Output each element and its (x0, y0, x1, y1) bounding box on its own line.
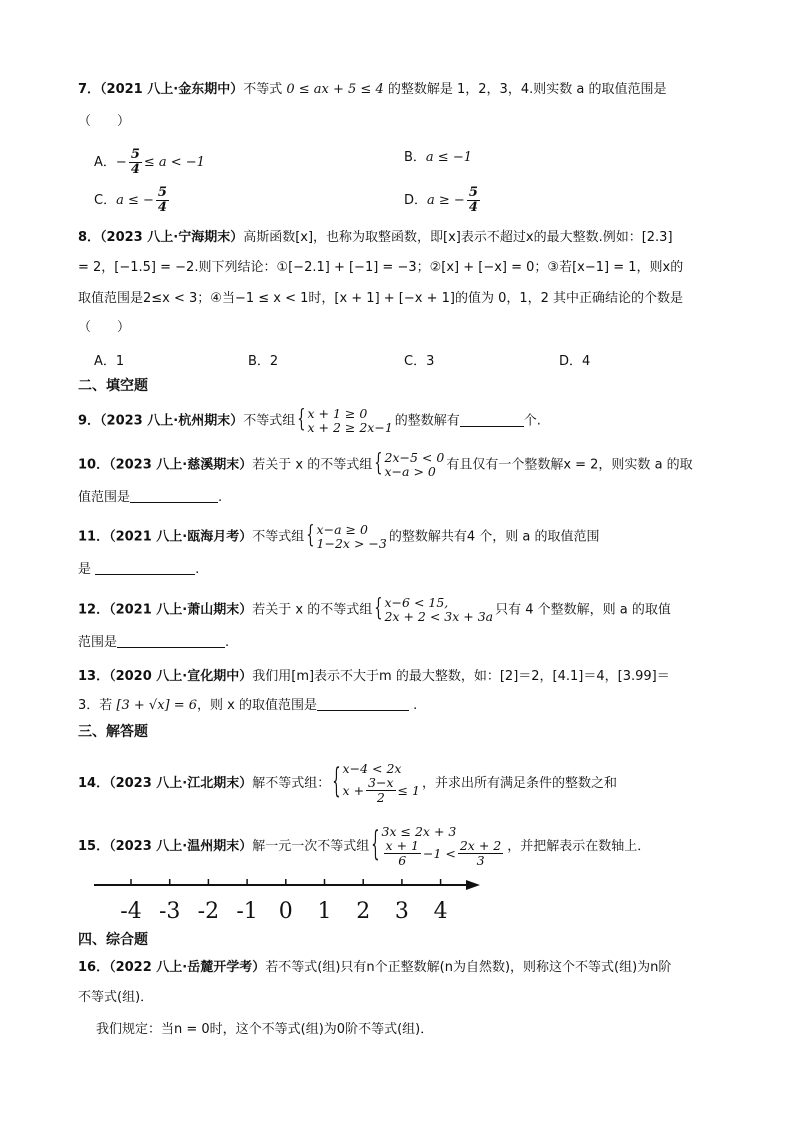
q10-line-2 (78, 488, 222, 508)
q7-option-a-label: A． (94, 155, 116, 170)
q12-answer-blank[interactable] (117, 633, 225, 648)
q11-line-1 (78, 523, 599, 551)
q13-line-1 (78, 667, 670, 687)
q7-option-a-numerator: 5 (130, 147, 140, 162)
q15-numerator-1: x + 1 (385, 838, 419, 853)
q12-text-b: 只有 4 个整数解，则 a 的取值 (495, 602, 671, 618)
q7-text-b: 的整数解是 1，2，3，4.则实数 a 的取值范围是 (387, 82, 667, 97)
q13-text-2b: ，则 x 的取值范围是 (197, 698, 318, 713)
q12-brace-icon: { (374, 594, 383, 624)
q8-line-1 (78, 228, 673, 248)
q9-text-b: 的整数解有 (394, 413, 460, 429)
q14-numerator: 3−x (368, 775, 394, 790)
q11-text-2: 是 (78, 562, 92, 577)
q7-option-d-fraction (467, 186, 480, 215)
q12-text-a: 若关于 x 的不等式组 (252, 602, 373, 618)
q13-number: 13． (78, 669, 110, 684)
number-line-label: -1 (236, 899, 258, 924)
q12-system (374, 596, 493, 624)
q9-brace-icon: { (297, 405, 306, 435)
q13-source: （2020 八上·宣化期中） (109, 669, 253, 684)
q11-line-2 (78, 560, 199, 580)
q12-text-2: 范围是 (78, 635, 118, 650)
q14-row-2-post: ≤ 1 (397, 782, 420, 798)
q11-answer-blank[interactable] (95, 560, 195, 575)
q14-row-1: x−4 < 2x (342, 761, 402, 776)
q13-end: . (413, 698, 418, 713)
q7-stem (78, 80, 666, 100)
q7-number: 7． (78, 82, 101, 97)
q7-option-a-denominator: 4 (130, 162, 140, 177)
q15-denominator-2: 3 (476, 853, 485, 868)
q7-option-c (94, 186, 171, 215)
q13-text-1: 我们用[m]表示不大于m 的最大整数，如：[2]＝2，[4.1]＝4，[3.99]＝ (252, 669, 670, 684)
q7-option-c-numerator: 5 (157, 185, 167, 200)
q7-option-d-denominator: 4 (468, 200, 478, 215)
q15-numerator-2: 2x + 2 (459, 838, 502, 853)
q10-row-2: x−a > 0 (384, 464, 436, 479)
q11-row-1: x−a ≥ 0 (316, 522, 368, 537)
q15-text-b: ，并把解表示在数轴上． (507, 839, 651, 854)
section-heading-solve: 三、解答题 (78, 724, 148, 740)
q8-number: 8． (78, 230, 101, 245)
q12-number: 12． (78, 602, 110, 618)
q9-text-a: 不等式组 (243, 413, 296, 429)
q15-row-2 (382, 839, 506, 868)
q14-text-b: ，并求出所有满足条件的整数之和 (421, 776, 617, 791)
q7-option-c-fraction (156, 186, 169, 215)
q9-system (297, 407, 393, 435)
q15-fraction-1 (384, 839, 421, 868)
q8-option-a: A．1 (94, 354, 125, 369)
q10-source: （2023 八上·慈溪期末） (109, 457, 253, 473)
q7-expression: 0 ≤ ax + 5 ≤ 4 (286, 82, 384, 97)
q13-answer-blank[interactable] (317, 696, 409, 711)
q14-system (332, 762, 420, 805)
q8-paren: （ ） (78, 320, 131, 335)
section-heading-fill-in: 二、填空题 (78, 378, 148, 394)
q8-line-3: 取值范围是2≤x < 3；④当−1 ≤ x < 1时，[x + 1] + [−x + 1]的值为 0，1，2 其中正确结论的个数是 (78, 291, 684, 306)
q16-line-2: 不等式(组)． (78, 990, 154, 1005)
q9-stem (78, 407, 541, 435)
q10-number: 10． (78, 457, 110, 473)
section-heading-comprehensive: 四、综合题 (78, 932, 148, 948)
q12-line-1 (78, 596, 671, 624)
q10-end: . (218, 490, 223, 505)
number-line-label: 1 (317, 899, 332, 924)
q14-source: （2023 八上·江北期末） (109, 776, 253, 791)
q11-number: 11． (78, 529, 110, 545)
q15-number: 15． (78, 839, 110, 854)
q10-answer-blank[interactable] (130, 488, 218, 503)
q16-number: 16． (78, 960, 110, 975)
q7-source: （2021 八上·金东期中） (100, 82, 244, 97)
q10-text-b: 有且仅有一个整数解x = 2，则实数 a 的取 (446, 457, 693, 473)
q12-end: . (225, 635, 230, 650)
q7-option-a-rest: ≤ a < −1 (143, 155, 205, 170)
q13-expression: [3 + √x] = 6 (116, 698, 198, 713)
q10-line-1 (78, 451, 693, 479)
q15-row-2-mid: −1 < (422, 845, 456, 861)
number-line-label: -4 (120, 899, 142, 924)
q14-row-2 (343, 776, 420, 805)
q11-system (306, 523, 387, 551)
q7-text-a: 不等式 (243, 82, 283, 97)
q9-text-c: 个. (523, 413, 541, 429)
q7-option-c-expr: a ≤ − (116, 193, 154, 208)
q12-row-1: x−6 < 15, (384, 595, 449, 610)
q12-line-2 (78, 633, 229, 653)
q15-denominator-1: 6 (398, 853, 407, 868)
q14-brace-icon: { (332, 762, 341, 802)
number-line-arrow-icon (466, 880, 480, 890)
q15-number-line (0, 870, 794, 930)
q13-text-2a: 3．若 (78, 698, 113, 713)
q7-option-d-numerator: 5 (468, 185, 478, 200)
q9-source: （2023 八上·杭州期末） (100, 413, 244, 429)
q15-brace-icon: { (371, 825, 380, 865)
q12-row-2: 2x + 2 < 3x + 3a (384, 609, 494, 624)
q7-option-b (404, 148, 472, 168)
q7-option-d (404, 186, 482, 215)
q7-option-d-expr: a ≥ − (427, 193, 465, 208)
q16-source: （2022 八上·岳麓开学考） (109, 960, 266, 975)
number-line-label: -3 (158, 899, 181, 924)
q7-option-d-label: D． (404, 193, 428, 208)
q7-option-a (94, 148, 205, 177)
q8-source: （2023 八上·宁海期末） (100, 230, 244, 245)
q9-row-2: x + 2 ≥ 2x−1 (307, 420, 393, 435)
q11-source: （2021 八上·瓯海月考） (109, 529, 253, 545)
q16-text-1: 若不等式(组)只有n个正整数解(n为自然数)，则称这个不等式(组)为n阶 (265, 960, 672, 975)
q7-option-c-denominator: 4 (157, 200, 167, 215)
q15-row-1: 3x ≤ 2x + 3 (381, 824, 457, 839)
q11-row-2: 1−2x > −3 (316, 536, 387, 551)
q10-system (374, 451, 444, 479)
q7-option-a-fraction (129, 148, 142, 177)
q15-text-a: 解一元一次不等式组 (252, 839, 370, 854)
q11-text-a: 不等式组 (252, 529, 305, 545)
q9-row-1: x + 1 ≥ 0 (307, 406, 368, 421)
q8-option-d: D．4 (559, 354, 591, 369)
q8-text-1: 高斯函数[x]，也称为取整函数，即[x]表示不超过x的最大整数.例如：[2.3] (243, 230, 673, 245)
q11-brace-icon: { (306, 521, 315, 551)
q7-option-a-sign: − (115, 155, 127, 170)
q12-source: （2021 八上·萧山期末） (109, 602, 253, 618)
number-line-label: -2 (197, 899, 220, 924)
q8-option-b: B．2 (248, 354, 279, 369)
q7-option-b-expr: a ≤ −1 (425, 150, 472, 165)
q9-answer-blank[interactable] (460, 412, 524, 427)
q14-row-2-pre: x + (342, 782, 365, 798)
q8-option-c: C．3 (404, 354, 435, 369)
q13-line-2 (78, 696, 417, 716)
q15-stem (78, 825, 650, 868)
q7-option-c-label: C． (94, 193, 117, 208)
q14-fraction (366, 776, 395, 805)
q14-text-a: 解不等式组： (252, 776, 331, 791)
q11-end: . (195, 562, 200, 577)
q14-denominator: 2 (376, 790, 385, 805)
q8-line-2: = 2，[−1.5] = −2.则下列结论：①[−2.1] + [−1] = −3；②[x] + [−x] = 0；③若[x−1] = 1，则x的 (78, 260, 684, 275)
number-line-label: 2 (356, 899, 371, 924)
q15-source: （2023 八上·温州期末） (109, 839, 253, 854)
q14-stem (78, 762, 617, 805)
q10-text-2: 值范围是 (78, 490, 131, 505)
q10-text-a: 若关于 x 的不等式组 (252, 457, 373, 473)
q10-row-1: 2x−5 < 0 (384, 450, 445, 465)
q16-line-1 (78, 958, 671, 978)
number-line-label: 3 (394, 899, 409, 924)
q14-number: 14． (78, 776, 110, 791)
q15-fraction-2 (458, 839, 503, 868)
q10-brace-icon: { (374, 449, 383, 479)
q11-text-b: 的整数解共有4 个，则 a 的取值范围 (388, 529, 600, 545)
q16-line-3: 我们规定：当n = 0时，这个不等式(组)为0阶不等式(组)． (96, 1022, 434, 1037)
q7-option-b-label: B． (404, 150, 426, 165)
q7-paren: （ ） (78, 114, 131, 129)
number-line-label: 4 (433, 899, 448, 924)
q15-system (371, 825, 505, 868)
q9-number: 9． (78, 413, 101, 429)
number-line-label: 0 (278, 899, 293, 924)
